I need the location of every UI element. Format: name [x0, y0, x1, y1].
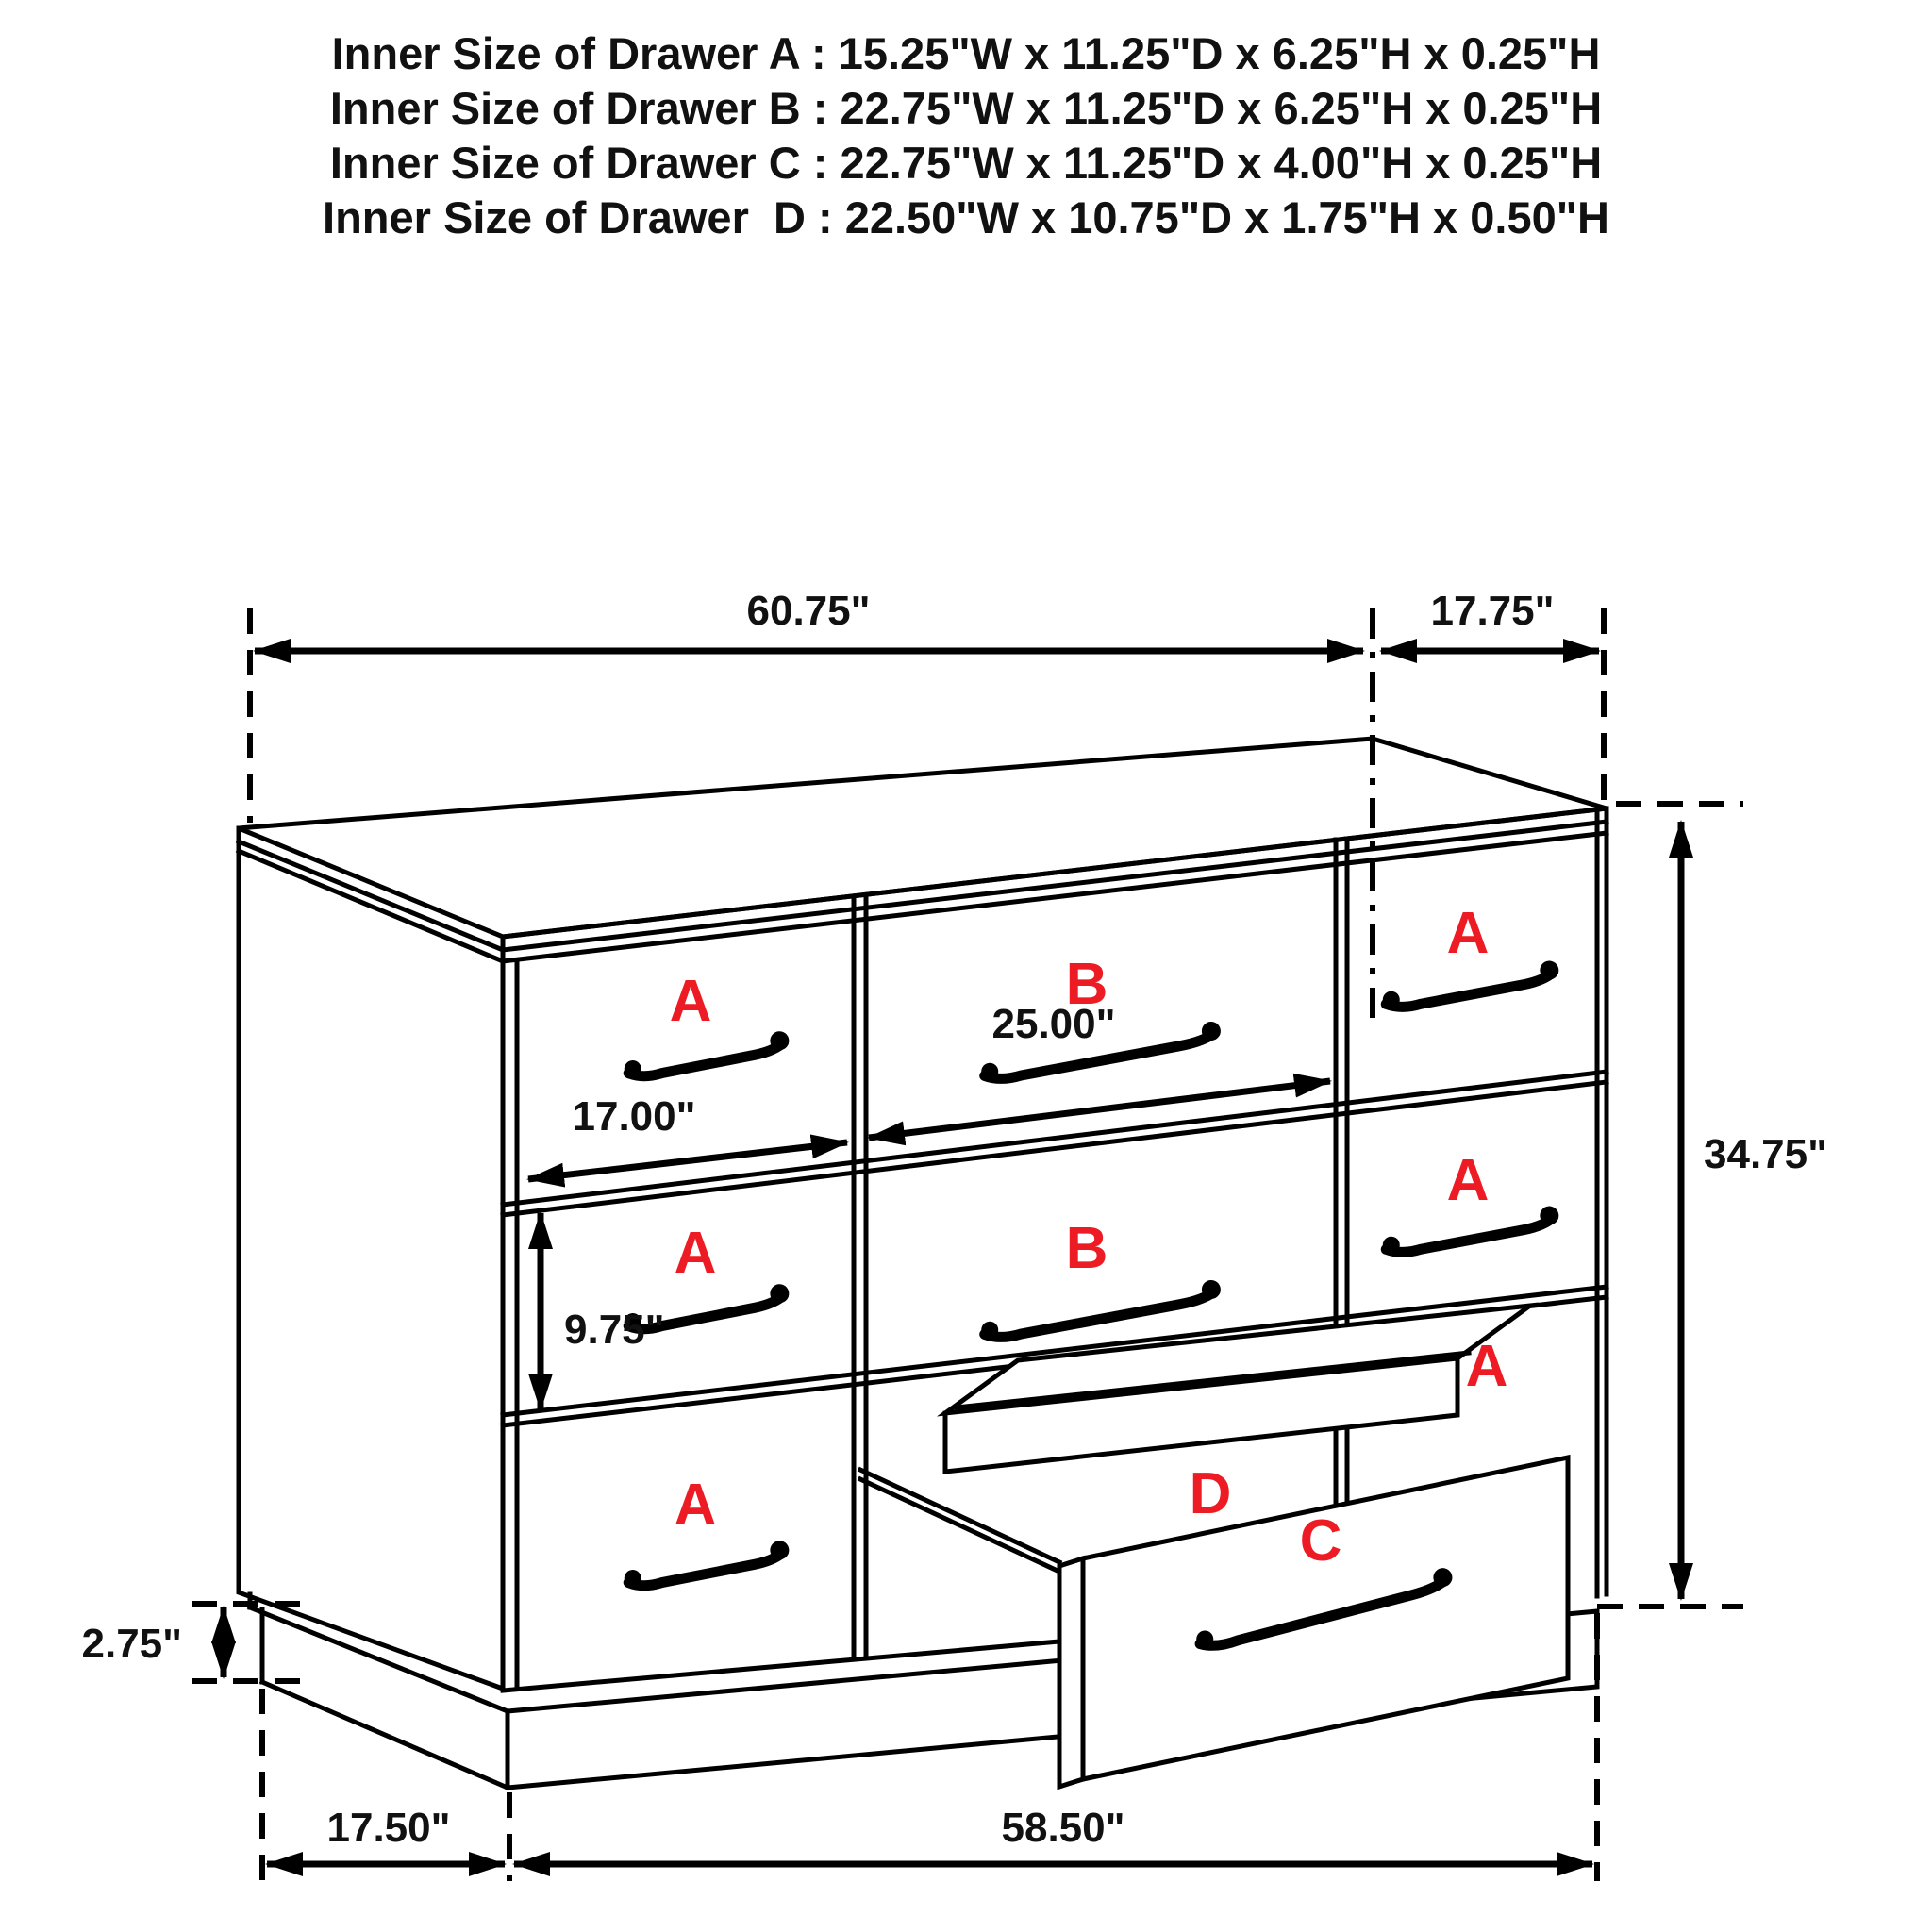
drawer-label-a-right-bottom: A — [1465, 1334, 1508, 1399]
drawer-handle-icon — [622, 1540, 791, 1588]
drawer-label-b-top: B — [1065, 952, 1108, 1017]
drawer-label-b-bottom: B — [1065, 1216, 1108, 1281]
dimension-label-top-width: 60.75" — [746, 588, 871, 634]
drawer-label-a-right-middle: A — [1446, 1148, 1490, 1213]
dimension-drawer-a-height — [541, 1213, 665, 1409]
drawer-handle-icon — [622, 1030, 791, 1078]
drawer-handle-icon — [1380, 959, 1560, 1009]
dimension-top-width — [250, 588, 1373, 1024]
dresser-top-surface — [239, 739, 1607, 961]
drawer-label-a-right-top: A — [1446, 901, 1490, 966]
drawer-label-a-left-bottom: A — [674, 1473, 717, 1538]
drawer-label-d: D — [1189, 1461, 1232, 1526]
dimension-base-height — [82, 1604, 317, 1681]
dimension-drawer-a-width — [528, 1093, 847, 1179]
drawer-label-a-left-middle: A — [674, 1221, 717, 1286]
dimension-drawer-b-width — [869, 1001, 1330, 1138]
dresser-left-side-panel — [239, 828, 517, 1689]
dimension-label-drawer-a-height: 9.75" — [564, 1307, 665, 1353]
column-divider-left — [854, 895, 866, 1658]
drawer-c-side-face — [1059, 1558, 1083, 1787]
dimension-label-base-height: 2.75" — [81, 1621, 182, 1667]
drawer-label-c: C — [1299, 1508, 1342, 1574]
drawer-handle-icon — [978, 1279, 1223, 1340]
dimension-label-drawer-a-width: 17.00" — [572, 1093, 696, 1140]
drawer-label-a-left-top: A — [669, 969, 712, 1034]
dimension-overall-height — [1597, 804, 1827, 1607]
legend-line-drawer-c: Inner Size of Drawer C : 22.75"W x 11.25"D x 4.00"H x 0.25"H — [329, 138, 1603, 188]
dimension-label-overall-height: 34.75" — [1704, 1131, 1827, 1177]
open-cavity-lines — [860, 1470, 1059, 1572]
dimension-label-base-side-depth: 17.50" — [326, 1805, 451, 1851]
legend-line-drawer-d: Inner Size of Drawer D : 22.50"W x 10.75"D x 1.75"H x 0.50"H — [323, 192, 1609, 242]
legend-line-drawer-a: Inner Size of Drawer A : 15.25"W x 11.25"D x 6.25"H x 0.25"H — [331, 28, 1601, 78]
dimension-label-drawer-b-width: 25.00" — [991, 1001, 1116, 1047]
dimension-label-top-depth: 17.75" — [1430, 588, 1555, 634]
dimension-base-side-depth — [262, 1689, 509, 1881]
dimension-top-depth — [1381, 588, 1604, 804]
legend-line-drawer-b: Inner Size of Drawer B : 22.75"W x 11.25"D x 6.25"H x 0.25"H — [329, 83, 1603, 133]
dimension-label-base-front-width: 58.50" — [1001, 1805, 1125, 1851]
